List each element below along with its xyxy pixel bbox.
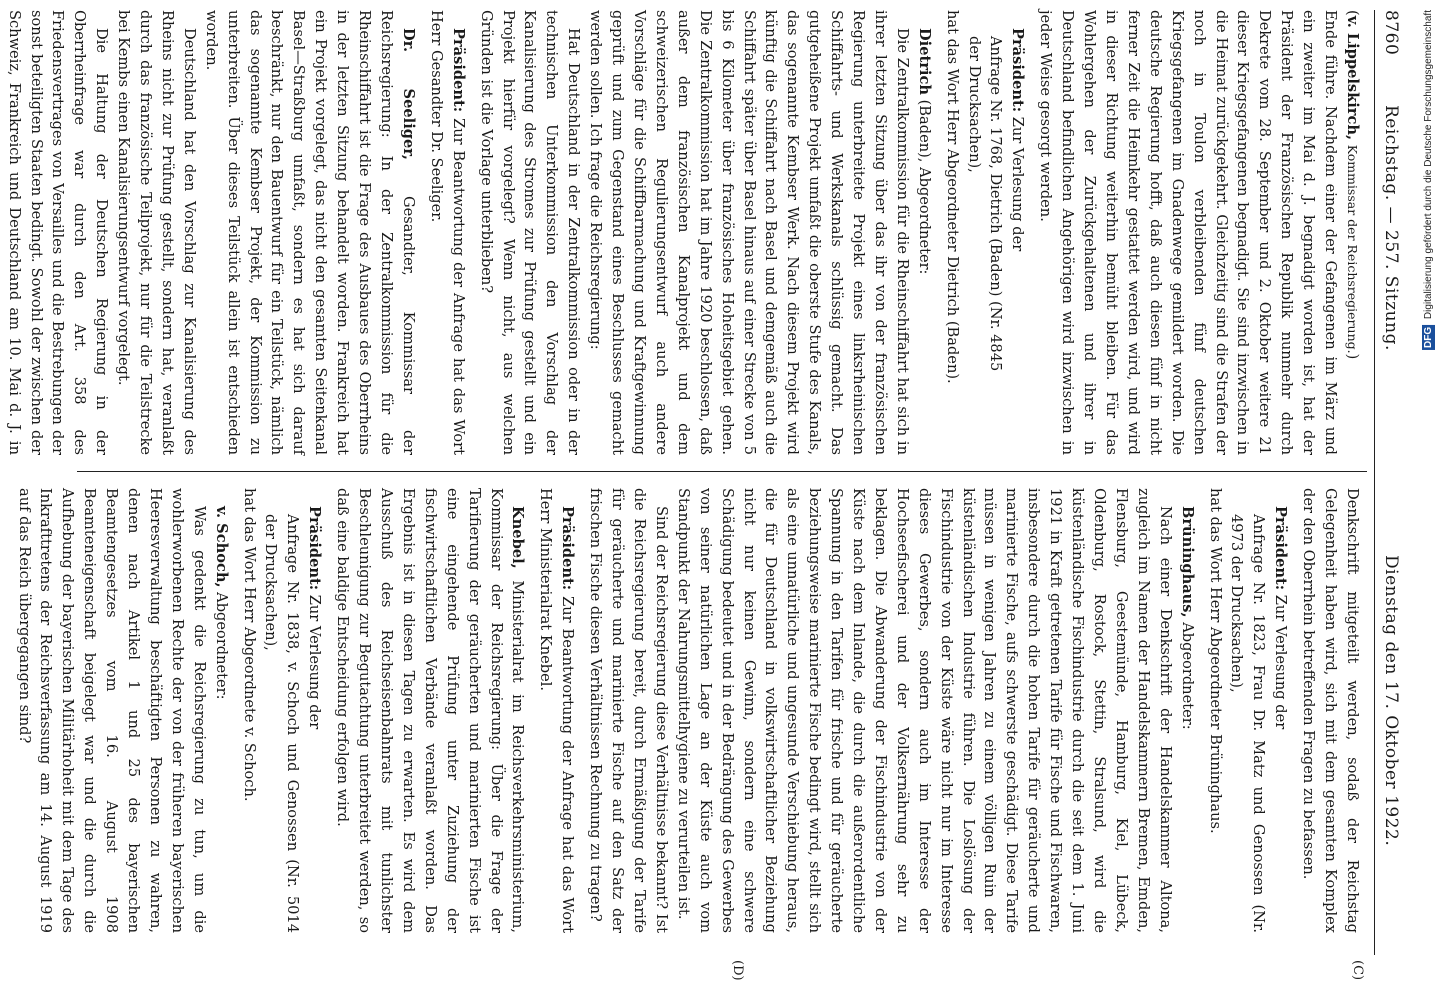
- dfg-logo: DFG: [1423, 326, 1434, 348]
- column-divider: [77, 471, 1367, 472]
- paragraph: Präsident: Zur Beantwortung der Anfrage hat das Wort Herr Ministerialrat Knebel.: [537, 488, 577, 934]
- margin-marker-d: (D): [730, 960, 745, 981]
- paragraph: Präsident: Zur Beantwortung der Anfrage hat das Wort Herr Gesandter Dr. Seeliger.: [427, 10, 467, 456]
- speaker-name: Präsident:: [1009, 28, 1027, 113]
- paragraph: Deutschland hat den Vorschlag zur Kanalisierung des Rheins nicht zur Prüfung gestellt, sondern hat, veranlaßt durch das französische Teilprojekt, nur für die Teilstrecke bei Kembs einen Kanalisierungsentwurf vorgelegt.: [115, 10, 198, 455]
- paragraph: Dr. Seeliger, Gesandter, Kommissar der Reichsregierung: In der Zentralkommission für die Rheinschiffahrt ist die Frage des Ausbaues des Oberrheins in der letzten Sitzung behandelt worden. Frankreich hat ein Projekt vorgelegt, das nicht den gesamten Seitenkanal Basel—Straßburg umfaßt, sondern es hat sich darauf beschränkt, nur den Bauentwurf für ein Teilstück, nämlich das sogenannte Kembser Projekt, der Kommission zu unterbreiten. Über dieses Teilstück allein ist entschieden worden.: [202, 10, 417, 456]
- paragraph: hat das Wort Herr Abgeordnete v. Schoch.: [240, 488, 258, 802]
- speaker-name: Präsident:: [306, 506, 324, 591]
- speaker-name: Präsident:: [449, 28, 467, 113]
- paragraph: Knebel, Ministerialrat im Reichsverkehrsministerium, Kommissar der Reichsregierung: Über die Frage der Tarifierung der geräucherten und marinierten Fische ist eine eingehende Prüfung unter Zuziehung der fischwirtschaftlichen Verbände veranlaßt worden. Das Ergebnis ist in diesen Tagen zu erwarten. Es wird dem Ausschuß des Reichseisenbahnrats mit tunlichster Beschleunigung zur Begutachtung unterbreitet werden, so daß eine baldige Entscheidung erfolgen wird.: [334, 488, 527, 933]
- paragraph: Präsident: Zur Verlesung der: [306, 506, 324, 730]
- speaker-name: v. Lippelskirch,: [1344, 15, 1361, 141]
- page-number: 8760: [1381, 10, 1401, 56]
- digitization-credit-text: Digitalisierung gefördert durch die Deutsche Forschungsgemeinschaft: [1423, 10, 1434, 320]
- paragraph: Dietrich (Baden), Abgeordneter:: [915, 28, 933, 275]
- speaker-name: Knebel,: [509, 506, 527, 569]
- speaker-name: Präsident:: [559, 506, 577, 591]
- rotated-document-page: [5, 10, 1405, 981]
- paragraph: Die Haltung der Deutschen Regierung in der Oberrheinfrage war durch den Art. 358 des Friedensvertrages von Versailles und die Bestrebungen der sonst beteiligten Staaten bedingt. Sowohl der zwischen der Schweiz, Frankreich und Deutschland am 10. Mai d. J. in: [5, 10, 111, 455]
- paragraph: der Drucksachen),: [965, 36, 983, 173]
- paragraph: Nach einer Denkschrift der Handelskammer Altona, zugleich im Namen der Handelskammern Bremen, Emden, Flensburg, Geestemünde, Hamburg, Kiel, Lübeck, Oldenburg, Rostock, Stettin, Stralsund, wird die küstenländische Fischindustrie durch die seit dem 1. Juni 1921 in Kraft getretenen Tarife für Fische und Fischwaren, insbesondere durch die hohen Tarife für geräucherte und marinierte Fische, aufs schwerste geschädigt. Diese Tarife müssen in wenigen Jahren zu einem völligen Ruin der küstenländischen Industrie führen. Die Loslösung der Fischindustrie von der Küste wäre nicht nur im Interesse dieses Gewerbes, sondern auch im Interesse der Hochseefischerei und der Volksernährung sehr zu beklagen. Die Abwanderung der Fischindustrie von der Küste nach dem Inlande, die durch die außerordentliche Spannung in den Tarifen für frische und für geräucherte beziehungsweise marinierte Fische bedingt wird, stellt sich als eine unnatürliche und ungesunde Verschiebung heraus, die für Deutschland in volkswirtschaftlicher Beziehung nicht nur keinen Gewinn, sondern eine schwere Schädigung bedeutet und in der Bedrängung des Gewerbes von seiner natürlichen Lage an der Küste auch vom Standpunkt der Nahrungsmittelhygiene zu verurteilen ist.: [674, 488, 1174, 933]
- speaker-name: Brüninghaus,: [1178, 506, 1196, 618]
- paragraph: Hat Deutschland in der Zentralkommission oder in der technischen Unterkommission den Vorschlag der Kanalisierung des Stromes zur Prüfung gestellt und ein Projekt hierfür vorgelegt? Wenn nicht, aus welchen Gründen ist die Vorlage unterblieben?: [477, 10, 583, 455]
- paragraph: Brüninghaus, Abgeordneter:: [1178, 506, 1196, 730]
- paragraph: Denkschrift mitgeteilt werden, sodaß der Reichstag Gelegenheit haben wird, sich mit dem gesamten Komplex der den Oberrhein betreffenden Fragen zu befassen.: [1300, 488, 1361, 933]
- speaker-name: v. Schoch,: [212, 506, 230, 588]
- paragraph: v. Schoch, Abgeordneter:: [212, 506, 230, 700]
- paragraph: hat das Wort Herr Abgeordneter Dietrich (Baden).: [943, 10, 961, 384]
- paragraph: Anfrage Nr. 1838, v. Schoch und Genossen (Nr. 5014 der Drucksachen),: [262, 514, 302, 933]
- digitization-credit: [1422, 10, 1435, 350]
- paragraph: hat das Wort Herr Abgeordneter Brüninghaus.: [1206, 488, 1224, 834]
- paragraph: Sind der Reichsregierung diese Verhältnisse bekannt? Ist die Reichsregierung bereit, durch Ermäßigung der Tarife für geräucherte und marinierte Fische auf den Satz der frischen Fische diesen Verhältnissen Rechnung zu tragen?: [587, 488, 670, 933]
- paragraph: Anfrage Nr. 1768, Dietrich (Baden) (Nr. 4845: [987, 36, 1005, 372]
- paragraph: Die Zentralkommission für die Rheinschiffahrt hat sich in ihrer letzten Sitzung über das ihr von der französischen Regierung unterbreitete Projekt eines linksrheinischen Schiffahrts- und Werkskanals schlüssig gemacht. Das gutgeheißene Projekt umfaßt die oberste Stufe des Kanals, das sogenannte Kembser Werk. Nach diesem Projekt wird künftig die Schiffahrt nach Basel und demgemäß auch die Schiffahrt später über Basel hinaus auf einer Strecke von 5 bis 6 Kilometer über französisches Hoheitsgebiet gehen. Die Zentralkommission hat im Jahre 1920 beschlossen, daß außer dem französischen Kanalprojekt und dem schweizerischen Regulierungsentwurf auch andere Vorschläge für die Schiffbarmachung und Kraftgewinnung geprüft und zum Gegenstand eines Beschlusses gemacht werden sollen. Ich frage die Reichsregierung:: [587, 10, 911, 455]
- paragraph: (v. Lippelskirch, Kommissar der Reichsregierung.): [1344, 10, 1361, 360]
- speaker-name: Dietrich: [915, 28, 933, 95]
- paragraph: Was gedenkt die Reichsregierung zu tun, um die wohlerworbenen Rechte der von der früheren bayerischen Heeresverwaltung beschäftigten Personen zu wahren, denen nach Artikel 1 und 25 des bayerischen Beamtengesetzes vom 16. August 1908 Beamteneigenschaft beigelegt war und die durch die Aufhebung der bayerischen Militärhoheit mit dem Tage des Inkrafttretens der Reichsverfassung am 14. August 1919 auf das Reich übergegangen sind?: [15, 488, 208, 933]
- paragraph: Präsident: Zur Verlesung der: [1272, 506, 1290, 730]
- margin-marker-c: (C): [1350, 960, 1365, 981]
- session-date: Dienstag den 17. Oktober 1922.: [1381, 555, 1401, 847]
- right-text-column: [15, 488, 1363, 934]
- left-text-column: [5, 10, 1363, 456]
- paragraph: Ende führe. Nachdem einer der Gefangenen im März und ein zweiter im Mai d. J. begnadigt worden ist, hat der Präsident der Französischen Republik nunmehr durch Dekrete vom 28. September und 2. Oktober weitere 21 dieser Kriegsgefangenen begnadigt. Sie sind inzwischen in die Heimat zurückgekehrt. Gleichzeitig sind die Strafen der noch in Toulon verbleibenden fünf deutschen Kriegsgefangenen im Gnadenwege gemildert worden. Die deutsche Regierung hofft, daß auch diesen fünf in nicht ferner Zeit die Heimkehr gestattet werden wird, und wird in dieser Richtung weiterhin bemüht bleiben. Für das Wohlergehen der Zurückgehaltenen und ihrer in Deutschland befindlichen Angehörigen wird inzwischen in jeder Weise gesorgt werden.: [1037, 10, 1340, 455]
- paragraph: Anfrage Nr. 1823, Frau Dr. Matz und Genossen (Nr. 4973 der Drucksachen),: [1228, 514, 1268, 933]
- speaker-role: Kommissar der Reichsregierung.: [1345, 144, 1360, 354]
- page-header: [1374, 10, 1405, 955]
- speaker-name: Dr. Seeliger,: [399, 28, 417, 160]
- paragraph: Präsident: Zur Verlesung der: [1009, 28, 1027, 252]
- speaker-name: Präsident:: [1272, 506, 1290, 591]
- session-title: Reichstag. — 257. Sitzung.: [1381, 105, 1401, 351]
